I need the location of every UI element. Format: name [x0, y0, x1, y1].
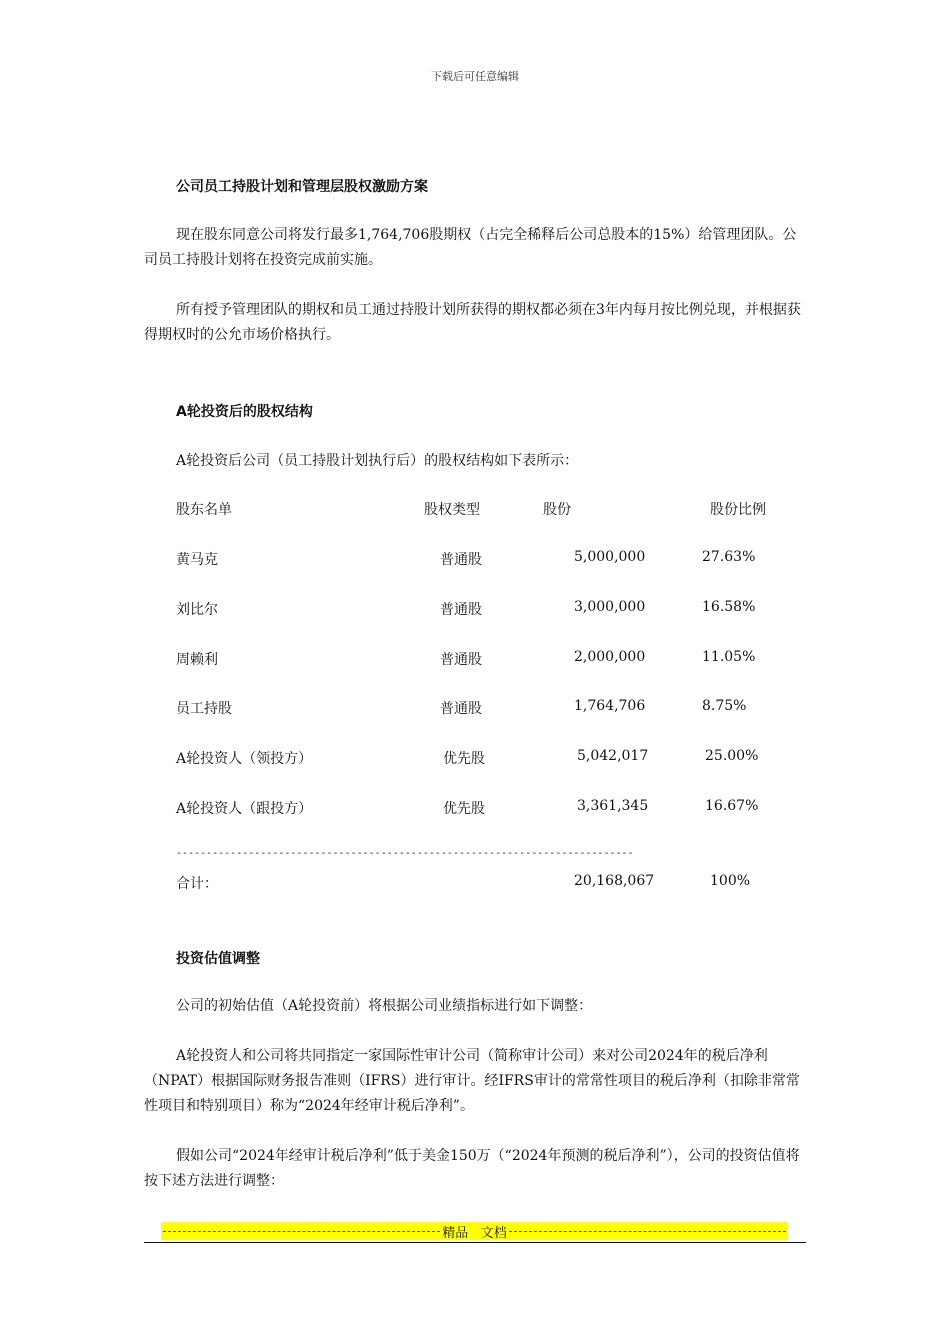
- share-count: 5,042,017: [577, 748, 649, 764]
- shareholder-name: A轮投资人（跟投方）: [176, 801, 313, 817]
- column-header-share-type: 股权类型: [424, 502, 480, 518]
- column-header-percentage: 股份比例: [710, 502, 766, 518]
- paragraph-audit: A轮投资人和公司将共同指定一家国际性审计公司（简称审计公司）来对公司2024年的税后净利（NPAT）根据国际财务报告准则（IFRS）进行审计。经IFRS审计的常常性项目的税后净利（扣除非常常性项目和特别项目）称为“2024年经审计税后净利”。: [144, 1048, 800, 1114]
- download-note: 下载后可任意编辑: [431, 70, 519, 83]
- footer-highlight-band: [161, 1222, 788, 1240]
- total-label: 合计：: [176, 876, 218, 892]
- share-type: 普通股: [440, 552, 482, 568]
- share-count: 2,000,000: [574, 649, 646, 665]
- footer-dash-left: [163, 1231, 440, 1232]
- paragraph-adjustment: 假如公司“2024年经审计税后净利”低于美金150万（“2024年预测的税后净利”），公司的投资估值将按下述方法进行调整：: [144, 1148, 800, 1189]
- shareholder-name: 黄马克: [176, 552, 218, 568]
- footer-dash-right: [509, 1231, 786, 1232]
- column-header-shares: 股份: [543, 502, 571, 518]
- share-percentage: 16.58%: [702, 599, 756, 615]
- share-percentage: 27.63%: [702, 549, 756, 565]
- share-count: 3,000,000: [574, 599, 646, 615]
- shareholder-name: 员工持股: [176, 701, 232, 717]
- shareholder-name: A轮投资人（领投方）: [176, 751, 313, 767]
- share-count: 5,000,000: [574, 549, 646, 565]
- share-percentage: 25.00%: [705, 748, 759, 764]
- share-type: 普通股: [440, 701, 482, 717]
- share-percentage: 16.67%: [705, 798, 759, 814]
- footer-rule: [144, 1242, 806, 1243]
- section-title-cap-table: A轮投资后的股权结构: [176, 404, 313, 420]
- share-percentage: 8.75%: [702, 698, 747, 714]
- cap-table-intro: A轮投资后公司（员工持股计划执行后）的股权结构如下表所示：: [176, 453, 579, 469]
- paragraph-vesting: 所有授予管理团队的期权和员工通过持股计划所获得的期权都必须在3年内每月按比例兑现，并根据获得期权时的公允市场价格执行。: [144, 302, 801, 343]
- share-count: 3,361,345: [577, 798, 649, 814]
- shareholder-name: 周赖利: [176, 652, 218, 668]
- total-percentage: 100%: [710, 873, 751, 889]
- share-count: 1,764,706: [574, 698, 646, 714]
- footer-label: 精品 文档: [442, 1225, 507, 1240]
- column-header-shareholder: 股东名单: [176, 502, 232, 518]
- share-percentage: 11.05%: [702, 649, 756, 665]
- share-type: 优先股: [443, 751, 485, 767]
- share-type: 优先股: [443, 801, 485, 817]
- table-divider: ----------------------------------------------------------------------------: [176, 848, 634, 859]
- section-title-esop: 公司员工持股计划和管理层股权激励方案: [176, 179, 428, 195]
- section-title-valuation: 投资估值调整: [176, 951, 260, 967]
- paragraph-esop-issuance: 现在股东同意公司将发行最多1,764,706股期权（占完全稀释后公司总股本的15%）给管理团队。公司员工持股计划将在投资完成前实施。: [144, 227, 797, 268]
- shareholder-name: 刘比尔: [176, 602, 218, 618]
- paragraph-valuation-intro: 公司的初始估值（A轮投资前）将根据公司业绩指标进行如下调整：: [176, 998, 593, 1014]
- share-type: 普通股: [440, 652, 482, 668]
- share-type: 普通股: [440, 602, 482, 618]
- total-shares: 20,168,067: [574, 873, 655, 889]
